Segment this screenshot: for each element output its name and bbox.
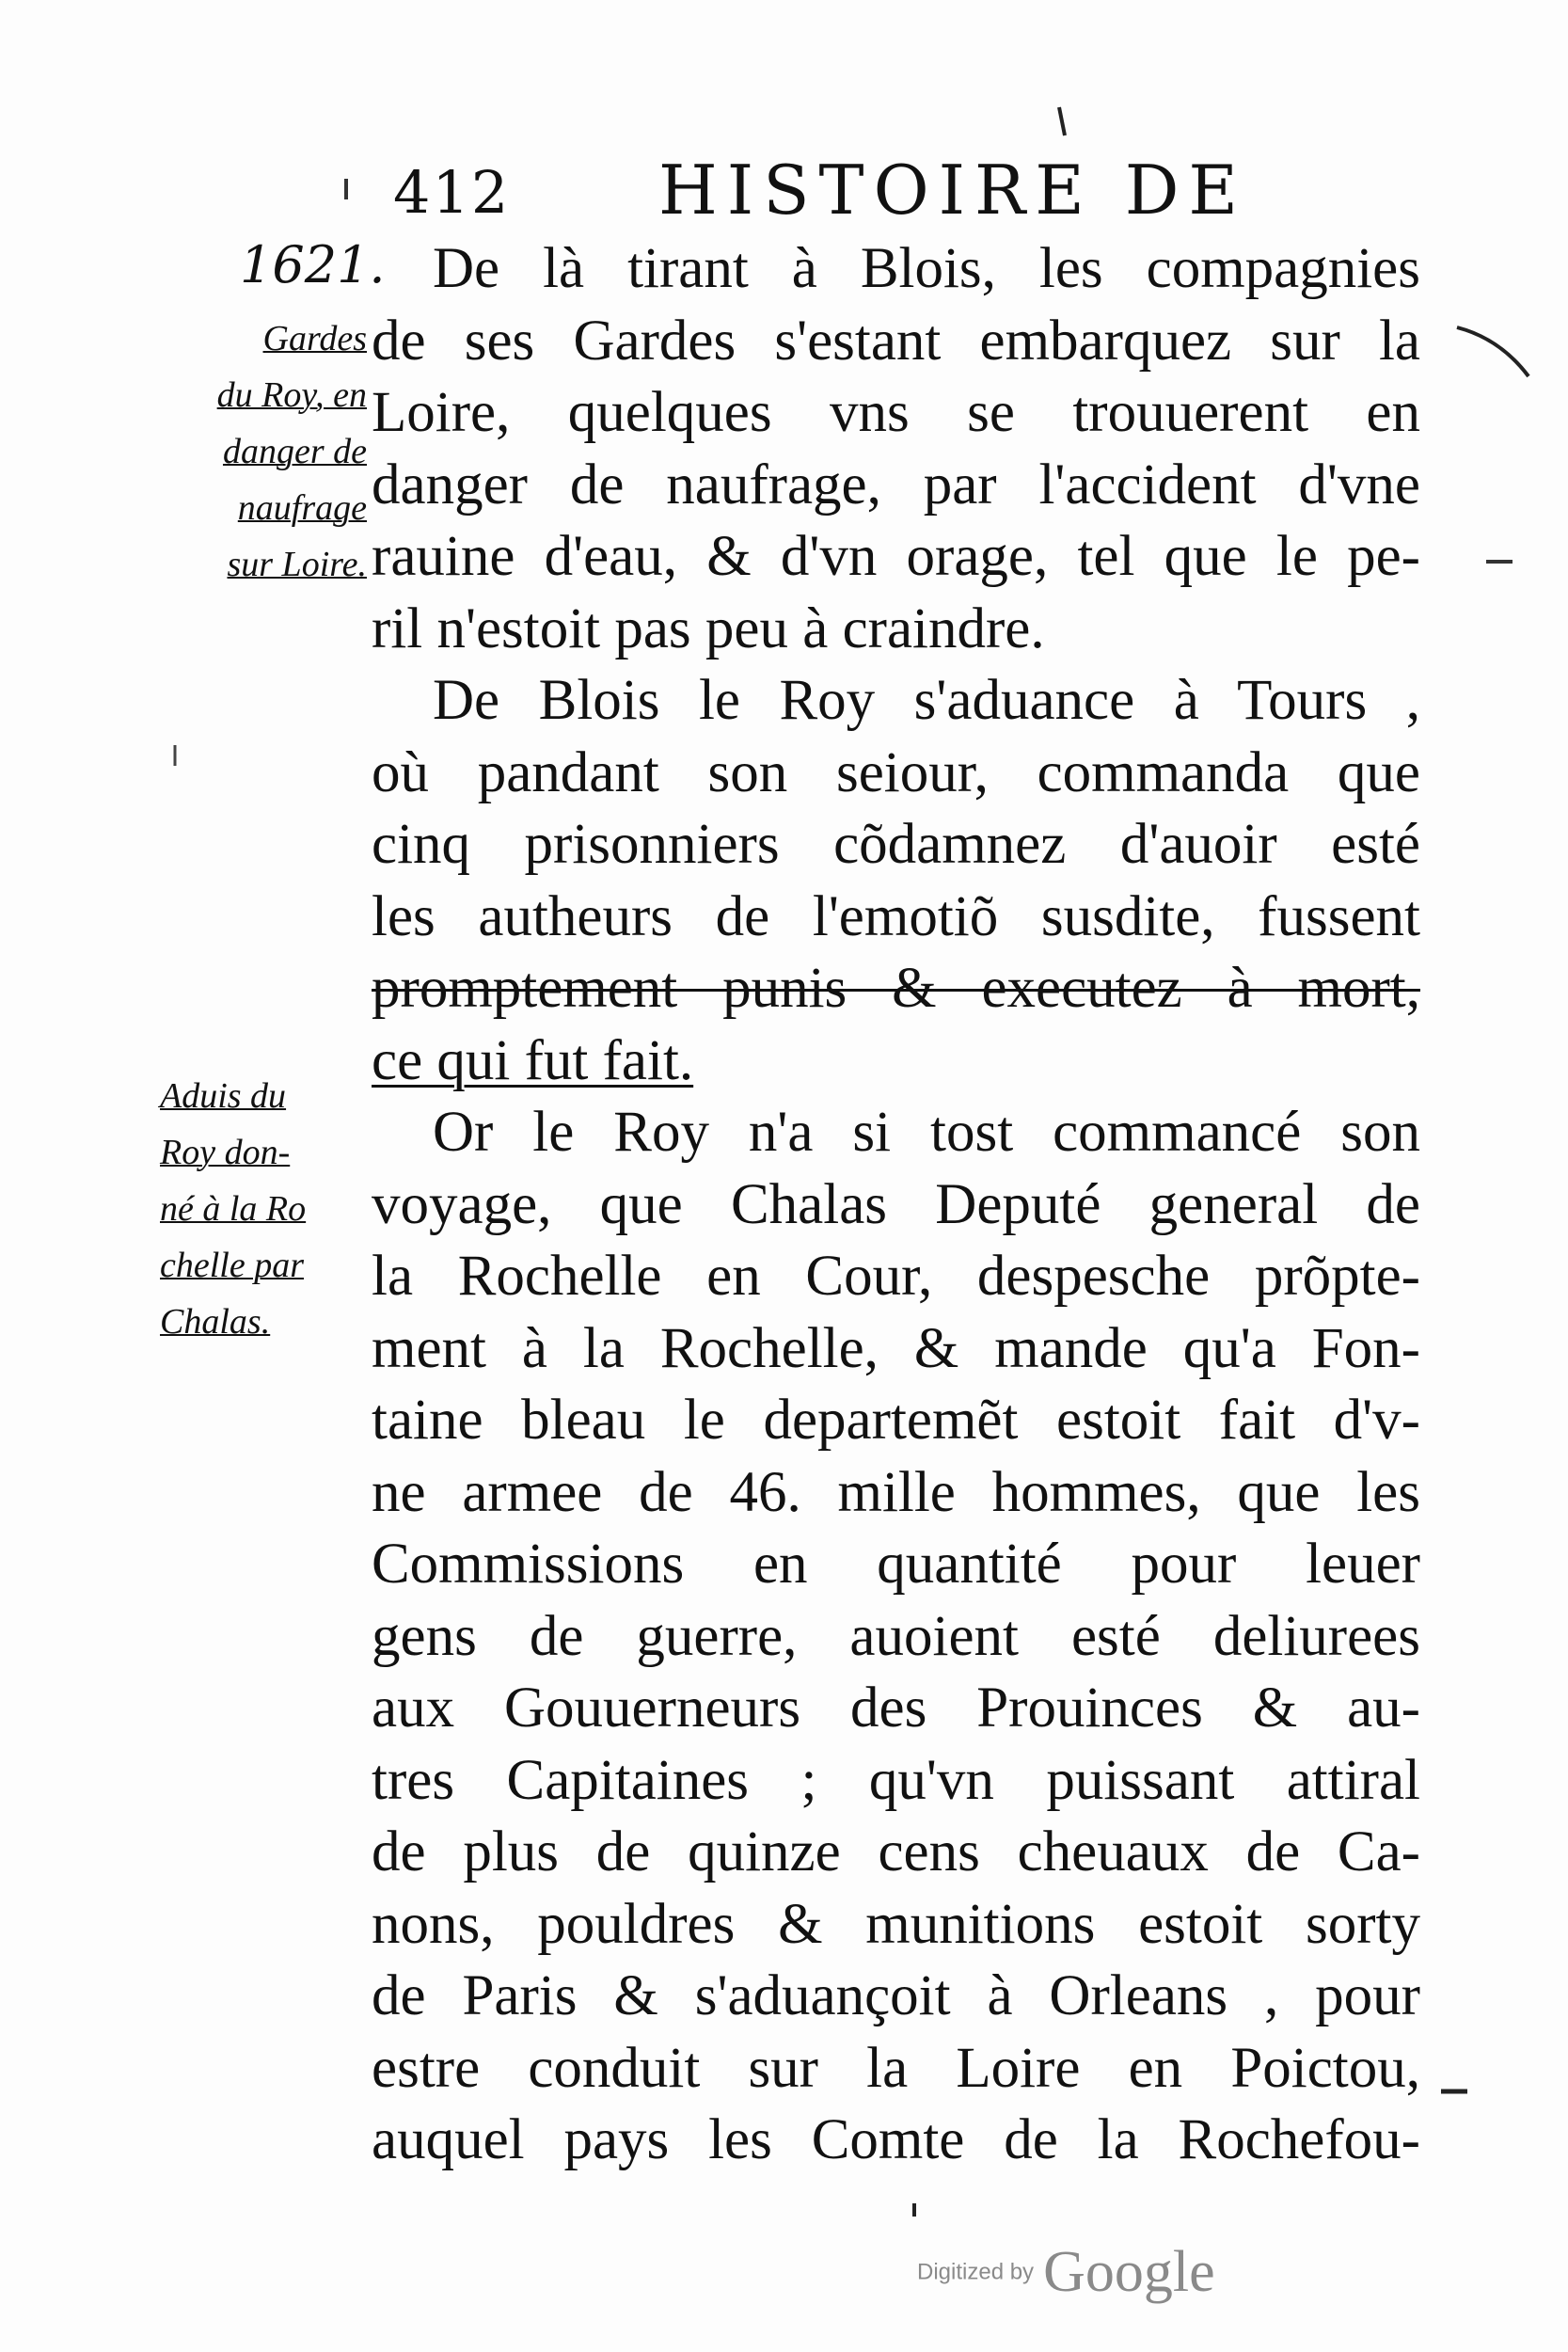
text-line: rauine d'eau, & d'vn orage, tel que le pe- [372,525,1420,588]
ink-mark-tick-left [341,177,352,205]
text-line: voyage, que Chalas Deputé general de [372,1172,1420,1236]
ink-mark-dash-bottom [1439,2087,1477,2096]
text-line: Commissions en quantité pour leuer [372,1533,1420,1596]
text-line: de ses Gardes s'estant embarquez sur la [372,309,1420,373]
google-watermark [917,2239,1215,2306]
text-line: De Blois le Roy s'aduance à Tours , [433,669,1420,732]
text-line: cinq prisonniers cõdamnez d'auoir esté [372,813,1420,876]
margin-note-aduis [160,1068,367,1350]
text-line: ment à la Rochelle, & mande qu'a Fon- [372,1316,1420,1380]
margin-note-line: Gardes [262,319,367,358]
text-line: danger de naufrage, par l'accident d'vne [372,453,1420,516]
margin-note-line: naufrage [237,488,367,528]
text-line: De là tirant à Blois, les compagnies [433,237,1420,300]
margin-note-line: Chalas. [160,1302,271,1342]
text-line: aux Gouuerneurs des Prouinces & au- [372,1677,1420,1740]
ink-mark-right-bracket [1453,320,1538,386]
margin-note-line: chelle par [160,1246,305,1285]
year-marginal: 1621. [240,235,386,294]
margin-note-line: Aduis du [160,1076,287,1116]
margin-note-line: Roy don- [160,1133,291,1172]
text-line: tres Capitaines ; qu'vn puissant attiral [372,1748,1420,1812]
body-text [372,233,1420,2177]
underlined-text: ce qui fut fait. [372,1028,694,1092]
text-line: ne armee de 46. mille hommes, que les [372,1460,1420,1524]
margin-note-line: sur Loire. [227,545,367,584]
text-line: Loire, quelques vns se trouuerent en [372,381,1420,444]
text-line: de plus de quinze cens cheuaux de Ca- [372,1820,1420,1883]
text-line: taine bleau le departemẽt estoit fait d'v- [372,1389,1420,1452]
text-line: gens de guerre, auoient esté deliurees [372,1604,1420,1668]
text-line: nons, pouldres & munitions estoit sorty [372,1892,1420,1956]
text-line: de Paris & s'aduançoit à Orleans , pour [372,1964,1420,2027]
ink-mark-dash-right [1484,557,1522,566]
page-number: 412 [393,158,511,227]
ink-mark-tick-left-2 [169,743,181,771]
text-line: estre conduit sur la Loire en Poictou, [372,2036,1420,2100]
text-line: auquel pays les Comte de la Rochefou- [372,2108,1420,2171]
margin-note-line: danger de [222,432,367,471]
paragraph-2 [372,665,1420,1097]
paragraph-1 [372,233,1420,665]
margin-note-line: né à la Ro [160,1189,307,1229]
text-line: Or le Roy n'a si tost commancé son [433,1101,1420,1164]
text-line-struck [372,953,1420,1025]
struck-text: promptement punis & executez à mort, [372,957,1420,1020]
text-line-underlined [372,1025,1420,1098]
ink-mark-top [1053,103,1072,141]
text-line: où pandant son seiour, commanda que [372,740,1420,804]
ink-mark-dot-bottom [909,2201,920,2220]
margin-note-gardes [160,310,367,593]
text-line: les autheurs de l'emotiõ susdite, fussent [372,884,1420,948]
text-line: la Rochelle en Cour, despesche prõpte- [372,1245,1420,1308]
margin-note-line: du Roy, en [216,375,367,415]
text-line: ril n'estoit pas peu à craindre. [372,596,1045,660]
watermark-prefix: Digitized by [917,2259,1035,2285]
google-logo: Google [1043,2240,1215,2304]
running-title: HISTOIRE DE [658,151,1247,230]
paragraph-3 [372,1097,1420,2177]
